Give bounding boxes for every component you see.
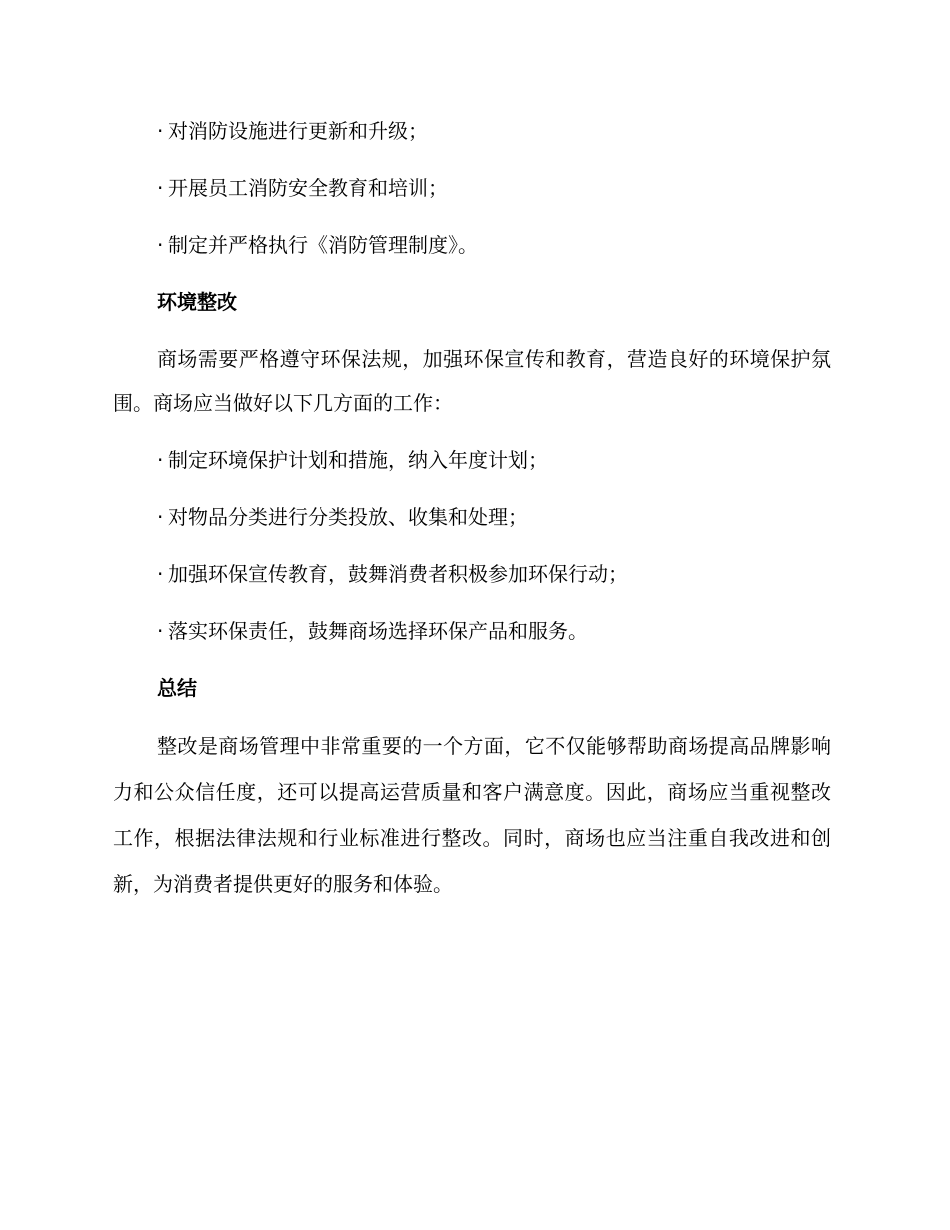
bullet-marker: · (157, 562, 164, 586)
environment-intro-paragraph: 商场需要严格遵守环保法规，加强环保宣传和教育，营造良好的环境保护氛围。商场应当做好以下几方面的工作： (113, 347, 831, 415)
list-item-text: 落实环保责任，鼓舞商场选择环保产品和服务。 (168, 619, 588, 643)
list-item (113, 609, 831, 653)
list-item (113, 223, 831, 267)
bullet-marker: · (157, 505, 164, 529)
bullet-marker: · (157, 119, 164, 143)
list-item (113, 438, 831, 482)
list-item-text: 加强环保宣传教育，鼓舞消费者积极参加环保行动； (168, 562, 628, 586)
list-item (113, 495, 831, 539)
bullet-marker: · (157, 619, 164, 643)
list-item-text: 对物品分类进行分类投放、收集和处理； (168, 505, 528, 529)
bullet-marker: · (157, 176, 164, 200)
list-item (113, 552, 831, 596)
document-body (113, 109, 831, 920)
list-item-text: 开展员工消防安全教育和培训； (168, 176, 448, 200)
summary-paragraph: 整改是商场管理中非常重要的一个方面，它不仅能够帮助商场提高品牌影响力和公众信任度，还可以提高运营质量和客户满意度。因此，商场应当重视整改工作，根据法律法规和行业标准进行整改。同时，商场也应当注重自我改进和创新，为消费者提供更好的服务和体验。 (113, 734, 831, 896)
list-item (113, 166, 831, 210)
list-item (113, 109, 831, 153)
list-item-text: 对消防设施进行更新和升级； (168, 119, 428, 143)
list-item-text: 制定环境保护计划和措施，纳入年度计划； (168, 448, 548, 472)
list-item-text: 制定并严格执行《消防管理制度》。 (168, 233, 478, 257)
section-heading-environment: 环境整改 (157, 290, 237, 314)
bullet-marker: · (157, 233, 164, 257)
bullet-marker: · (157, 448, 164, 472)
section-heading-summary: 总结 (157, 676, 197, 700)
